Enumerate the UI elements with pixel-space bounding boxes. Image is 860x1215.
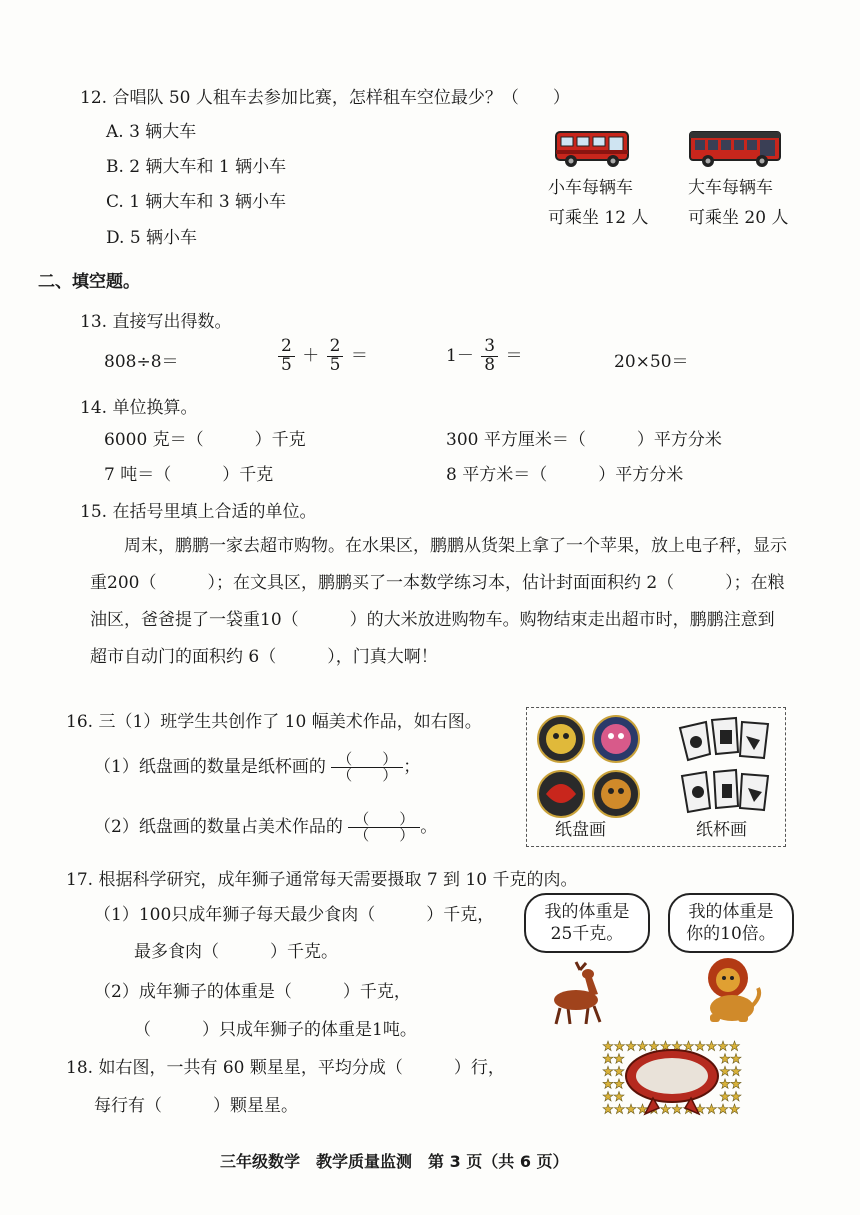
star-icon xyxy=(718,1041,728,1051)
fraction: $\frac{2}{5}$ xyxy=(327,338,344,375)
star-icon xyxy=(614,1054,624,1064)
q12-stem: 12. 合唱队 50 人租车去参加比赛，怎样租车空位最少？（ ） xyxy=(80,88,570,108)
stars-medal-figure xyxy=(601,1040,743,1116)
star-icon xyxy=(695,1041,705,1051)
q16-sub-1: （1）纸盘画的数量是纸杯画的 （ ） （ ） ； xyxy=(94,750,421,784)
section-title: 二、填空题。 xyxy=(38,272,140,292)
q18-stem-a: 18. 如右图，一共有 60 颗星星，平均分成（ ）行， xyxy=(66,1058,505,1078)
q15-stem: 15. 在括号里填上合适的单位。 xyxy=(80,502,317,522)
deer-speech-bubble: 我的体重是 25千克。 xyxy=(524,893,650,953)
star-icon xyxy=(615,1041,625,1051)
q16-sub-2: （2）纸盘画的数量占美术作品的 （ ） （ ） 。 xyxy=(94,810,438,844)
star-icon xyxy=(603,1079,613,1089)
q13-expr-2: $\frac{2}{5}$ ＋ $\frac{2}{5}$ ＝ xyxy=(276,338,368,375)
star-icon xyxy=(626,1104,636,1114)
paper-cup-art-icon xyxy=(676,714,776,818)
big-bus-caption-2: 可乘坐 20 人 xyxy=(688,208,789,228)
label-paper-plates: 纸盘画 xyxy=(555,820,606,840)
star-icon xyxy=(730,1041,740,1051)
paper-plate-art-icon xyxy=(534,714,644,820)
star-icon xyxy=(638,1041,648,1051)
star-icon xyxy=(614,1091,624,1101)
q17-sub-1b: 最多食肉（ ）千克。 xyxy=(134,942,338,962)
q12-option-c: C. 1 辆大车和 3 辆小车 xyxy=(106,192,287,212)
star-icon xyxy=(731,1066,741,1076)
star-icon xyxy=(684,1041,694,1051)
q17-sub-2b: （ ）只成年狮子的体重是1吨。 xyxy=(134,1020,417,1040)
blank-fraction: （ ） （ ） xyxy=(348,812,420,843)
star-icon xyxy=(614,1066,624,1076)
star-icon xyxy=(626,1041,636,1051)
q12-option-d: D. 5 辆小车 xyxy=(106,228,198,248)
q16-stem: 16. 三（1）班学生共创作了 10 幅美术作品，如右图。 xyxy=(66,712,482,732)
q17-sub-1a: （1）100只成年狮子每天最少食肉（ ）千克， xyxy=(94,905,495,925)
big-bus-caption-1: 大车每辆车 xyxy=(688,178,773,198)
small-bus-caption-1: 小车每辆车 xyxy=(548,178,633,198)
q15-paragraph: 周末，鹏鹏一家去超市购物。在水果区，鹏鹏从货架上拿了一个苹果，放上电子秤，显示重200（ ）；在文具区，鹏鹏买了一本数学练习本，估计封面面积约 2（ ）；在粮油区，爸爸提了一袋重10（ ）的大米放进购物车。购物结束走出超市时，鹏鹏注意到超市自动门的面积约 6（ ），门真大啊！ xyxy=(90,536,787,667)
q13-expr-1: 808÷8＝ xyxy=(104,352,179,372)
lion-speech-bubble: 我的体重是 你的10倍。 xyxy=(668,893,794,953)
page-footer: 三年级数学 教学质量监测 第 3 页（共 6 页） xyxy=(220,1152,569,1171)
q13-stem: 13. 直接写出得数。 xyxy=(80,312,232,332)
star-icon xyxy=(603,1066,613,1076)
star-icon xyxy=(661,1104,671,1114)
star-icon xyxy=(603,1091,613,1101)
q18-stem-b: 每行有（ ）颗星星。 xyxy=(94,1096,298,1116)
star-icon xyxy=(720,1079,730,1089)
star-icon xyxy=(672,1104,682,1114)
star-icon xyxy=(731,1054,741,1064)
star-icon xyxy=(730,1104,740,1114)
q14-stem: 14. 单位换算。 xyxy=(80,398,198,418)
q14-row-4: 8 平方米＝（ ）平方分米 xyxy=(446,465,684,485)
star-icon xyxy=(614,1079,624,1089)
star-icon xyxy=(731,1091,741,1101)
q17-stem: 17. 根据科学研究，成年狮子通常每天需要摄取 7 到 10 千克的肉。 xyxy=(66,870,578,890)
q12-option-b: B. 2 辆大车和 1 辆小车 xyxy=(106,157,287,177)
star-icon xyxy=(720,1054,730,1064)
star-icon xyxy=(707,1041,717,1051)
q14-row-2: 300 平方厘米＝（ ）平方分米 xyxy=(446,430,722,450)
deer-icon xyxy=(540,960,610,1026)
star-icon xyxy=(603,1041,613,1051)
small-bus-caption-2: 可乘坐 12 人 xyxy=(548,208,649,228)
blank-fraction: （ ） （ ） xyxy=(331,752,403,783)
star-icon xyxy=(731,1079,741,1089)
q13-expr-3: 1－ $\frac{3}{8}$ ＝ xyxy=(446,336,523,375)
star-icon xyxy=(720,1091,730,1101)
star-icon xyxy=(720,1066,730,1076)
label-paper-cups: 纸杯画 xyxy=(696,820,747,840)
q14-row-3: 7 吨＝（ ）千克 xyxy=(104,465,274,485)
star-icon xyxy=(603,1054,613,1064)
q12-option-a: A. 3 辆大车 xyxy=(106,122,197,142)
q14-row-1: 6000 克＝（ ）千克 xyxy=(104,430,306,450)
fraction: $\frac{3}{8}$ xyxy=(481,338,498,375)
q13-expr-4: 20×50＝ xyxy=(614,352,689,372)
fraction: $\frac{2}{5}$ xyxy=(278,338,295,375)
big-bus-icon xyxy=(688,128,784,170)
star-icon xyxy=(603,1104,613,1114)
star-icon xyxy=(707,1104,717,1114)
star-icon xyxy=(615,1104,625,1114)
star-icon xyxy=(718,1104,728,1114)
lion-icon xyxy=(700,956,762,1026)
star-icon xyxy=(649,1041,659,1051)
small-bus-icon xyxy=(553,128,635,170)
q17-sub-2a: （2）成年狮子的体重是（ ）千克， xyxy=(94,982,411,1002)
